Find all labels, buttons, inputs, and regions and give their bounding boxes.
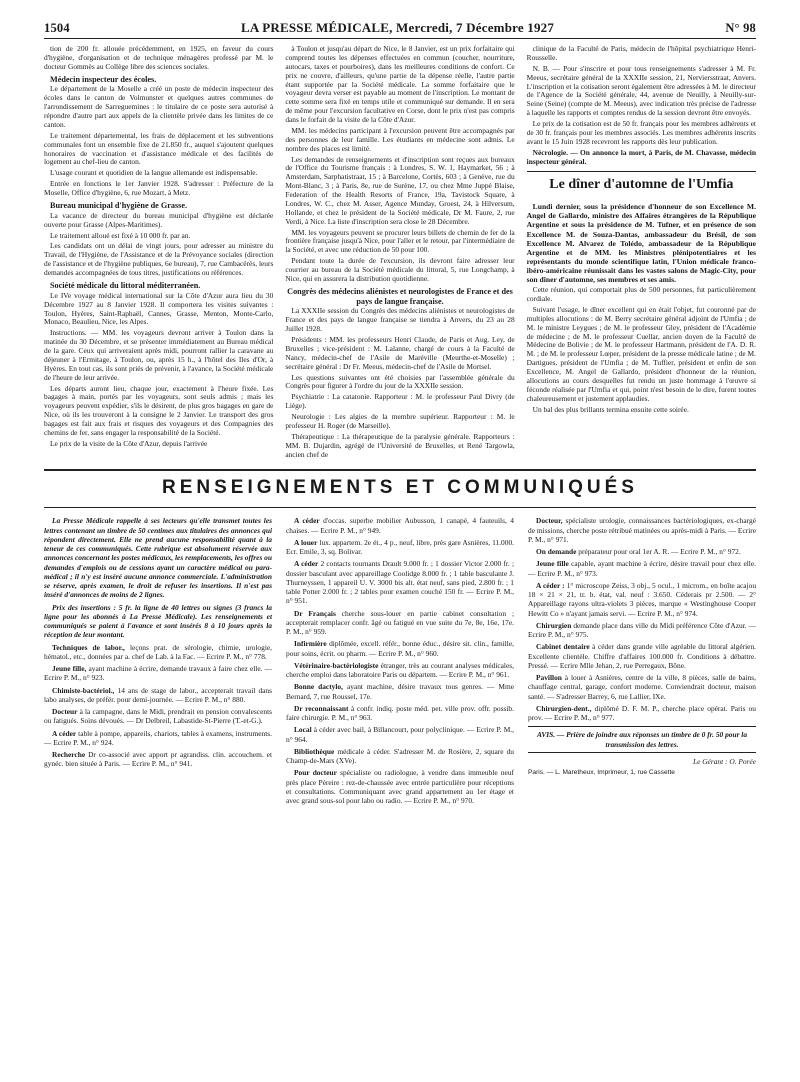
obituary-notice: Nécrologie. — On annonce la mort, à Paris, de M. Chavasse, médecin inspecteur général. bbox=[526, 147, 756, 166]
classified-ad-text: à confr. indiq. poste méd. pet. ville prov. offr. possib. faire chirurgie. P. M., n° 963. bbox=[286, 703, 514, 723]
classified-ad-lead: On demande bbox=[536, 547, 577, 557]
paragraph: tion de 200 fr. allouée précédemment, en 1925, en faveur du cours d'hygiène, d'organisation et de technique ménagères professé par M. le docteur Gommès au Collège libre des sciences sociales. bbox=[44, 44, 274, 71]
classified-ad-lead: Vétérinaire-bactériologiste bbox=[294, 660, 379, 670]
classified-ad-lead: Techniques de labor., bbox=[52, 642, 125, 652]
classified-ad-text: leçons prat. de sérologie, chimie, urologie, hématol., etc., données par a. chef de Lab. à la Fac. — Ecrire P. M., n° 778. bbox=[44, 642, 272, 661]
classified-ad-lead: Recherche bbox=[52, 750, 86, 760]
classified-ad-lead: Pour docteur bbox=[294, 768, 337, 778]
paragraph: Le département de la Moselle a créé un poste de médecin inspecteur des écoles dans le canton de Volmunster et quelques autres communes de l'arrondissement de Sarreguemines : le titulaire de ce poste sera autorisé à répondre d'autre part aux appels de la clientèle privée dans les limites de ce canton. bbox=[44, 84, 274, 129]
paragraph: Les candidats ont un délai de vingt jours, pour adresser au ministre du Travail, de l'Hygiène, de l'Assistance et de la Prévoyance sociales (direction de l'assistance et de l'hygiène publiques, 6e bureau), 7, rue Cambacérès, leurs demandes accompagnées de tous titres, justifications ou références. bbox=[44, 241, 274, 278]
classified-ad-text: ayant machine à écrire, demande travaux à faire chez elle. — Ecrire P. M., n° 923. bbox=[44, 664, 272, 683]
section-heading: Congrès des médecins aliénistes et neurologistes de France et des pays de langue française. bbox=[287, 286, 513, 306]
classified-ad bbox=[528, 673, 756, 701]
classified-ad bbox=[286, 768, 514, 805]
classifieds-notice: La Presse Médicale rappelle à ses lecteurs qu'elle transmet toutes les lettres contenant un timbre de 50 centimes aux titulaires des annonces qui répondent directement. Elle ne prend aucune responsabilité quant à la teneur de ces communiqués. Cette rubrique est absolument réservée aux annonces concernant les postes médicaux, les remplacements, les offres ou demandes d'emplois ou de cessions ayant un caractère médical ou para-médical ; il n'y est inséré aucune annonce commerciale. L'administration se réserve, après examen, le droit de refuser les insertions. Il n'est pas inséré d'annonces de moins de 2 lignes. bbox=[44, 516, 272, 600]
paragraph: L'usage courant et quotidien de la langue allemande est indispensable. bbox=[50, 168, 258, 178]
classified-ad-text: spécialiste ou radiologue, à vendre dans immeuble neuf près place Péreire : rez-de-chaussée avec entrée particulière pour réceptions et consultations. Communiquant avec grand appartement au 1er étage et avec grand sous-sol pour labo ou radio. — Ecrire P. M., n° 970. bbox=[286, 768, 514, 806]
classified-ad-text: d'occas. superbe mobilier Aubusson, 1 canapé, 4 fauteuils, 4 chaises. — Ecrire P. M., n° 949. bbox=[286, 516, 514, 535]
classified-ad bbox=[44, 729, 272, 748]
paragraph: Le prix de la cotisation est de 50 fr. français pour les membres adhérents et de 30 fr. français pour les membres associés. Les membres adhérents inscrits avant le 15 Juin 1928 recevront les rapports dès leur publication. bbox=[526, 119, 756, 146]
paragraph: Le prix de la visite de la Côte d'Azur, depuis l'arrivée bbox=[50, 438, 208, 448]
classified-ad bbox=[528, 704, 756, 723]
paragraph: Thérapeutique : La thérapeutique de la paralysie générale. Rapporteurs : MM. B. Dujardin, agrégé de l'Université de Bruxelles, et René Targowla, ancien chef de bbox=[285, 431, 515, 459]
paragraph: Instructions. — MM. les voyageurs devront arriver à Toulon dans la matinée du 30 Décembre, et se présenter immédiatement au Bureau médical de la gare. Ceux qui arriveraient après midi, pourront rallier la caravane au déjeuner à l'Ermitage, à Toulon, ou, après 15 h., à l'hôtel des Iles d'Or, à Hyères. En tout cas, ils sont priés de prévenir, à l'avance, la Société médicale de l'heure de leur arrivée. bbox=[44, 328, 274, 382]
paragraph: Psychiatrie : La catatonie. Rapporteur : M. le professeur Paul Divry (de Liège). bbox=[285, 392, 515, 411]
paragraph: MM. les médecins participant à l'excursion peuvent être accompagnés par des personnes de leur famille. Les étudiants en médecine sont admis. Le nombre des places est limité. bbox=[285, 125, 515, 153]
publisher-manager: Le Gérant : O. Porée bbox=[692, 756, 756, 766]
classified-ad bbox=[528, 547, 756, 556]
classifieds-column-1 bbox=[44, 516, 272, 808]
section-divider-thin bbox=[44, 507, 756, 508]
section-divider bbox=[44, 469, 756, 471]
issue-number: N° 98 bbox=[725, 21, 756, 35]
paragraph: La vacance de directeur du bureau municipal d'hygiène est déclarée ouverte pour Grasse (Alpes-Maritimes). bbox=[44, 210, 274, 229]
classified-ad-lead: A céder bbox=[294, 559, 319, 569]
paragraph: Les départs auront lieu, chaque jour, exactement à l'heure fixée. Les bagages à main, portés par les voyageurs, sont seuls admis ; mais les voyageurs peuvent expédier, s'ils le désirent, de plus gros bagages en gare de Nice, où ils les trouveront à la consigne le 2 Janvier. Le transport des gros bagages est fait aux frais et risques des voyageurs et des Compagnies des chemins de fer, sans engager la responsabilité de la Société. bbox=[44, 383, 274, 437]
classified-ad bbox=[44, 686, 272, 705]
paragraph: à Toulon et jusqu'au départ de Nice, le 8 Janvier, est un prix forfaitaire qui comprend toutes les dépenses effectuées en commun (coucher, nourriture, autocars, taxes et pourboires), dans les meilleures conditions de confort. Ce prix ne couvre, d'ailleurs, qu'une partie de la dépense réelle, l'autre partie étant supportée par la Société médicale. La somme forfaitaire que le voyageur devra verser est payable au moment de l'inscription. Le montant de cette somme sera fixé en temps utile et communiqué sur demande. Il en sera de même pour l'excursion facultative en Corse, dont le prix n'est pas compris dans le forfait de la visite de la Côte d'Azur. bbox=[285, 44, 515, 124]
classified-ad-text: 14 ans de stage de labor., accepterait travail dans labo analyses, de préfér. pour demi-journée. — Ecrire P. M., n° 880. bbox=[44, 685, 272, 704]
classified-ad bbox=[286, 704, 514, 723]
classified-ad-text: lux. appartem. 2e ét., 4 p., neuf, libre, près gare Asnières, 11.000. Ecr. Emile, 3, sq. Bolivar. bbox=[286, 537, 514, 557]
paragraph: Neurologie : Les algies de la membre supérieur. Rapporteur : M. le professeur H. Roger (de Marseille). bbox=[285, 412, 515, 430]
classified-ad-text: à la campagne, dans le Midi, prendrait en pension convalescents ou fatigués. Soins dévoués. — Dr Delbreil, Labastide-St-Pierre (T.-et-G.). bbox=[44, 707, 272, 726]
classifieds-column-2 bbox=[286, 516, 514, 808]
classified-ad bbox=[286, 516, 514, 535]
paragraph: MM. les voyageurs peuvent se procurer leurs billets de chemin de fer de la frontière française jusqu'à Nice, pour l'aller et le retour, par l'intermédiaire de la Société, et avec une réduction de 50 pour 100. bbox=[285, 227, 515, 255]
classified-ad-text: spécialiste urologie, connaissances bactériologiques, ex-chargé de missions, cherche poste rétribué matinées ou après-midi à Paris. — Ecrire P. M., n° 971. bbox=[528, 516, 756, 544]
paragraph: N. B. — Pour s'inscrire et pour tous renseignements s'adresser à M. Fr. Meeus, secrétaire général de la XXXIIe session, 21, Nerviersstraat, Anvers. L'inscription et la cotisation seront également être adressées à M. le directeur de l'Agence de la Société générale, 44, avenue de Neuilly, à Neuilly-sur-Seine (Seine) (compte de M. Meeus), avec indication très précise de l'adresse à laquelle les rapports et comptes rendus de la session devront être envoyés. bbox=[526, 63, 756, 118]
classified-ad-text: médicale à céder. S'adresser M. de Rosière, 2, square du Champ-de-Mars (XVe). bbox=[286, 746, 514, 766]
section-heading: Société médicale du littoral méditerranéen. bbox=[50, 280, 201, 290]
paragraph: Les demandes de renseignements et d'inscription sont reçues aux bureaux de l'Office du Tourisme français : à Londres, S. W. 1, Haymarket, 56 ; à Amsterdam, Sarphatistraat, 15 ; à Barcelone, Cortès, 603 ; à Genève, rue du Mont-Blanc, 3 ; à Paris, 8e, rue de Surène, 17, ou chez Mme Juppé Blaise, Federation of the Health Resorts of France, 19a, Tavistock Square, à Londres, W. C., chez M. Asser, Agence Munday, Groest, 24, à Hilversum, Hollande, et chez le président de la Société médicale, Dr M. Faure, 2, rue Verdi, à Nice. La liste d'inscription sera close le 28 Décembre. bbox=[285, 154, 515, 226]
classified-ad-lead: Dr Français bbox=[294, 608, 336, 618]
classified-ad-text: ayant machine, désire travaux tous genres. — Mme Bernard, 7, rue Roussel, 17e. bbox=[286, 682, 514, 701]
printer-line: Paris. — L. Maretheux, Imprimeur, 1, rue Cassette bbox=[528, 769, 675, 777]
classified-ad bbox=[528, 642, 756, 670]
classifieds-columns bbox=[44, 516, 756, 808]
classified-ad-text: 2 contacts tournants Drault 9.000 fr. ; 1 dossier Victor 2.000 fr. ; dossier basculant avec appareillage Coolidge 8.000 fr. ; 1 table basculante J. Thurneyssen, 1 appareil U. V. 3000 bis alt. état neuf, sans pied, 2.800 fr. ; 1 table Potter 2.000 fr. ; 2 tables pour examen couché 150 fr. — Ecrire P. M., n° 951. bbox=[286, 559, 514, 606]
classified-ad-text: capable, ayant machine à écrire, désire travail pour chez elle. — Ecrire P. M., n° 973. bbox=[528, 559, 756, 578]
classified-ad-lead: Cabinet dentaire bbox=[536, 642, 590, 652]
classified-ad-text: diplômée, excell. référ., bonne éduc., désire sit. clin., famille, pour soins, écrit. ou pharm. — Ecrire P. M., n° 960. bbox=[286, 639, 514, 658]
classified-ad bbox=[286, 639, 514, 658]
column-1 bbox=[44, 45, 273, 461]
classified-ad bbox=[286, 538, 514, 557]
classified-ad-lead: Infirmière bbox=[294, 639, 327, 649]
top-columns bbox=[44, 45, 756, 461]
classified-ad-lead: A louer bbox=[294, 537, 318, 547]
classified-ad bbox=[528, 581, 756, 618]
classified-ad-lead: Bonne dactylo, bbox=[294, 682, 343, 692]
paragraph: Cette réunion, qui comportait plus de 500 personnes, fut particulièrement cordiale. bbox=[526, 285, 756, 304]
classified-ad bbox=[44, 750, 272, 769]
classified-ad-text: demande place dans ville du Midi préférence Côte d'Azur. — Ecrire P. M., n° 975. bbox=[528, 620, 756, 640]
classified-ad-text: à céder avec bail, à Billancourt, pour polyclinique. — Ecrire P. M., n° 964. bbox=[286, 725, 514, 744]
column-3 bbox=[527, 45, 756, 461]
classified-ad-text: table à pompe, appareils, chariots, tables à examens, instruments. — Ecrire P. M., n° 924. bbox=[44, 728, 272, 747]
page-header bbox=[44, 20, 756, 39]
article-lead-paragraph: Lundi dernier, sous la présidence d'honneur de son Excellence M. Angel de Gallardo, ministre des Affaires étrangères de la République Argentine et sous la présidence de M. Tufner, et en présence de son Excellence M. de Souza-Dantas, ambassadeur du Brésil, de son Excellence M. Alvarez de Tolédo, ambassadeur de la République Argentine et de MM. les Ministres plénipotentiaires et les représentants du monde scientifique latin, l'Union médicale franco-ibéro-américaine réunissait dans les vastes salons de Magic-City, pour son dîner d'automne, ses membres et ses amis. bbox=[526, 202, 756, 285]
classified-ad-lead: Dr reconnaissant bbox=[294, 703, 349, 713]
classified-ad bbox=[528, 621, 756, 640]
classified-ad-lead: Jeune fille, bbox=[52, 664, 87, 674]
paragraph: Un bal des plus brillants termina ensuite cette soirée. bbox=[532, 404, 689, 414]
classified-ad bbox=[44, 643, 272, 662]
classifieds-column-3 bbox=[528, 516, 756, 808]
classified-ad-lead: A céder bbox=[294, 516, 320, 526]
classified-ad bbox=[286, 661, 514, 680]
classified-ad-lead: A céder bbox=[52, 728, 77, 738]
article-divider bbox=[527, 171, 756, 172]
classified-ad-lead: Chirurgien bbox=[536, 620, 572, 630]
classified-ad bbox=[528, 516, 756, 544]
classified-ad-lead: A céder : bbox=[536, 580, 565, 590]
classified-ad-lead: Pavillon bbox=[536, 673, 562, 683]
classified-ad bbox=[286, 747, 514, 766]
classified-ad bbox=[286, 559, 514, 605]
paragraph: Les questions suivantes ont été choisies par l'assemblée générale du Congrès pour figurer à l'ordre du jour de la XXXIIe session. bbox=[285, 372, 515, 391]
journal-title: LA PRESSE MÉDICALE, Mercredi, 7 Décembre 1927 bbox=[241, 20, 555, 35]
classified-ad-text: à louer à Asnières, centre de la ville, 8 pièces, salle de bains, chauffage central, garage, confort moderne. Conviendrait docteur, maison santé. — S'adresser Barrey, 6, rue Lallier, IXe. bbox=[528, 673, 756, 701]
classified-ad-text: 1° microscope Zeiss, 3 obj., 5 ocul., 1 microm., en boîte acajou 18 × 21 × 21, tr. b. état, val. neuf : 3.650. Céderais pr 2.500. — 2° Appareillage rayons ultra-violets 3 pièces, marque « Westinghouse Cooper Hewitt Co » n'ayant jamais servi. — Ecrire P. M., n° 974. bbox=[528, 580, 757, 618]
classified-ad-lead: Chimiste-bactériol., bbox=[52, 685, 115, 695]
classified-ad bbox=[286, 609, 514, 637]
classified-ad bbox=[528, 559, 756, 578]
paragraph: clinique de la Faculté de Paris, médecin de l'hôpital psychiatrique Henri-Rousselle. bbox=[526, 44, 756, 62]
classified-ad bbox=[44, 707, 272, 726]
classifieds-notice: Prix des insertions : 5 fr. la ligne de 40 lettres ou signes (3 francs la ligne pour les abonnés à La Presse Médicale). Les renseignements et communiqués se paient à l'avance et sont insérés 8 à 10 jours après la réception de leur montant. bbox=[44, 602, 272, 640]
section-heading: Bureau municipal d'hygiène de Grasse. bbox=[50, 200, 188, 210]
page-number: 1504 bbox=[44, 21, 70, 35]
section-title: RENSEIGNEMENTS ET COMMUNIQUÉS bbox=[162, 477, 638, 499]
paragraph: Suivant l'usage, le dîner excellent qui en était l'objet, fut couronné par de multiples allocutions : de M. Berry secrétaire général adjoint de l'Umfia ; de M. le ministre Leygues ; de M. le professeur Gley, président de l'Académie de médecine ; de M. le professeur Cuellar, ancien doyen de la Faculté de Médecine de Bolivie ; de M. le professeur Hartmann, président de l'A. D. R. M. ; de M. le professeur Lœper, président de la presse médicale latine ; de M. Dartigues, président de l'Umfia ; de M. Tuffier, président et enfin de son Excellence, M. Angel de Gallardo, président d'honneur de la réunion, allocutions au cours desquelles fut rendu un juste hommage à l'œuvre si féconde réalisée par l'Umfia et qui, point n'est besoin de le dire, furent toutes chaleureusement et justement applaudies. bbox=[526, 304, 756, 403]
classified-ad-lead: Docteur, bbox=[536, 516, 563, 526]
classified-ad-text: Dr co-associé avec apport pr agrandiss. clin. accouchem. et gynéc. bien située à Paris. — Ecrire P. M., n° 941. bbox=[44, 750, 272, 769]
classified-ad-lead: Local bbox=[294, 725, 312, 735]
article-title: Le dîner d'automne de l'Umfia bbox=[549, 177, 734, 193]
classified-ad bbox=[286, 725, 514, 744]
column-2 bbox=[285, 45, 514, 461]
classified-ad-lead: Bibliothèque bbox=[294, 746, 335, 756]
section-heading: Médecin inspecteur des écoles. bbox=[50, 74, 157, 84]
classified-ad-lead: Docteur bbox=[52, 707, 78, 717]
paragraph: Entrée en fonctions le 1er Janvier 1928. S'adresser : Préfecture de la Moselle, Office d'hygiène, 6, rue Mozart, à Metz. bbox=[44, 179, 274, 198]
classified-ad-lead: Jeune fille bbox=[536, 559, 569, 569]
notice-box: AVIS. — Prière de joindre aux réponses un timbre de 0 fr. 50 pour la transmission des lettres. bbox=[528, 726, 756, 753]
classified-ad-text: à céder dans grande ville agréable du littoral algérien. Excellente clientèle. Chiffre d'affaires 100.000 fr. Conditions à débattre. Pressé. — Ecrire Mlle Jehan, 2, rue Perregaux, Bône. bbox=[528, 642, 756, 670]
paragraph: Le traitement alloué est fixé à 10 000 fr. par an. bbox=[50, 230, 191, 240]
classified-ad-text: étranger, très au courant analyses médicales, cherche emploi dans laboratoire Paris ou départem. — Ecrire P. M., n° 961. bbox=[286, 660, 514, 680]
classified-ad-text: diplômé D. F. M. P., cherche place opérat. Paris ou prov. — Ecrire P. M., n° 977. bbox=[528, 703, 756, 723]
classified-ad-lead: Chirurgien-dent., bbox=[536, 703, 592, 713]
paragraph: Présidents : MM. les professeurs Henri Claude, de Paris et Aug. Ley, de Bruxelles ; vice-président : M. Lalanne, chargé de cours à la Faculté de Nancy, médecin-chef de l'Asile de Maréville (Meurthe-et-Moselle) ; secrétaire général : Dr Fr. Meeus, médecin-chef de l'Asile de Mortsel. bbox=[285, 335, 515, 371]
paragraph: Le traitement départemental, les frais de déplacement et les subventions communales font un ensemble fixe de 21.850 fr., auquel s'ajoutent quelques honoraires de vaccination et d'assistance médicale et des facilités de logement au chef-lieu de canton. bbox=[44, 130, 274, 167]
classified-ad bbox=[286, 682, 514, 701]
classified-ad bbox=[44, 664, 272, 683]
paragraph: Pendant toute la durée de l'excursion, ils devront faire adresser leur courrier au bureau de la Société médicale du littoral, 5, rue Longchamp, à Nice, qui en assurera la distribution quotidienne. bbox=[285, 256, 515, 283]
paragraph: La XXXIIe session du Congrès des médecins aliénistes et neurologistes de France et des pays de langue française se tiendra à Anvers, du 23 au 28 Juillet 1928. bbox=[285, 306, 515, 334]
classified-ad-text: cherche sous-louer en partie cabinet consultation ; accepterait remplacer confr. âgé ou fatigué en vue suite du 7e, 8e, 16e, 17e. P. M., n° 959. bbox=[286, 608, 514, 637]
classified-ad-text: préparateur pour oral 1er A. R. — Ecrire P. M., n° 972. bbox=[576, 547, 741, 557]
paragraph: Le IVe voyage médical international sur la Côte d'Azur aura lieu du 30 Décembre 1927 au 8 Janvier 1928. Il comportera les visites suivantes : Toulon, Hyères, Saint-Raphaël, Cannes, Grasse, Menton, Monte-Carlo, Monaco, Beaulieu, Nice, les Alpes. bbox=[44, 290, 274, 327]
